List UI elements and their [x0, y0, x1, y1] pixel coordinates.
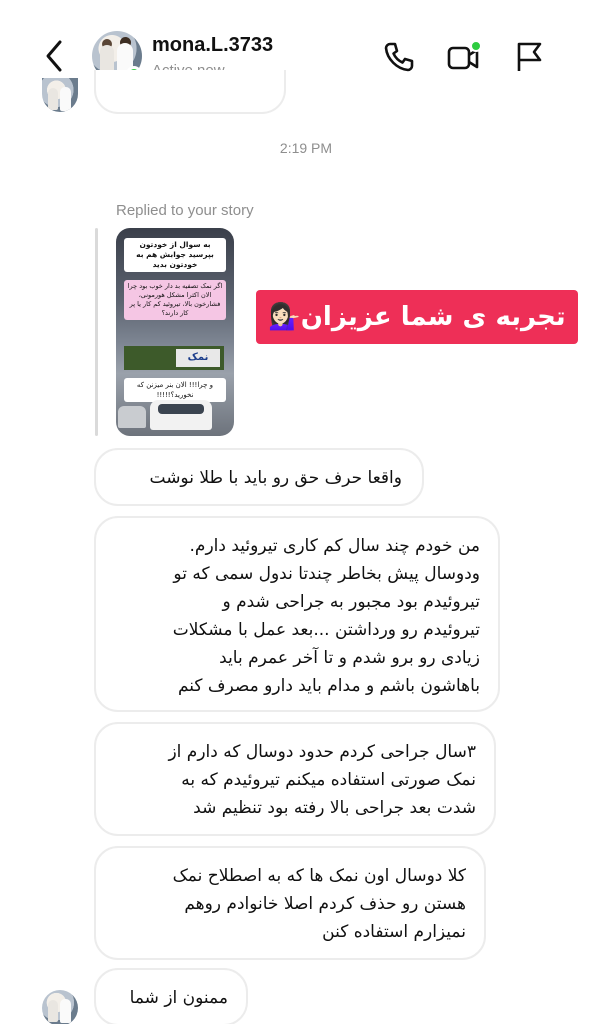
report-button[interactable] — [512, 40, 546, 74]
replied-to-story-label: Replied to your story — [116, 202, 254, 219]
message-bubble[interactable]: ممنون از شما — [94, 968, 248, 1024]
message-bubble[interactable]: ۳سال جراحی کردم حدود دوسال که دارم از نمک صورتی استفاده میکنم تیروئیدم که به شدت بعد جراحی بالا رفته بود تنظیم شد — [94, 722, 496, 836]
reply-indicator-bar — [95, 228, 98, 436]
phone-icon — [382, 40, 416, 74]
story-title-label: تجربه ی شما عزیزان💁🏻‍♀️ — [256, 290, 578, 344]
username[interactable]: mona.L.3733 — [152, 34, 274, 56]
flag-icon — [512, 40, 546, 74]
video-call-icon — [446, 40, 482, 74]
story-caption-middle: اگر نمک تصفیه بد دار خوب بود چرا الان اکثرا مشکل هورمونی، فشارخون بالا، تیروئید کم کار یا پر کار دارند؟ — [124, 280, 226, 320]
chat-header — [0, 0, 612, 96]
story-car-left — [118, 406, 146, 428]
call-button[interactable] — [382, 40, 416, 74]
sender-avatar[interactable] — [42, 990, 78, 1024]
video-call-button[interactable] — [446, 40, 480, 74]
previous-message-bubble[interactable] — [94, 70, 286, 114]
story-thumbnail[interactable] — [116, 228, 234, 436]
back-button[interactable] — [40, 38, 70, 74]
message-timestamp: 2:19 PM — [279, 140, 333, 156]
message-bubble[interactable]: واقعا حرف حق رو باید با طلا نوشت — [94, 448, 424, 506]
story-billboard-text: نمک — [176, 349, 220, 367]
sender-avatar[interactable] — [42, 78, 78, 112]
message-bubble[interactable]: من خودم چند سال کم کاری تیروئید دارم. ودوسال پیش بخاطر چندتا ندول سمی که تو تیروئیدم بود مجبور به جراحی شدم و تیروئیدم رو ورداشتن ...بعد عمل با مشکلات زیادی رو برو شدم و تا آخر عمرم باید باهاشون باشم و مدام باید دارو مصرف کنم — [94, 516, 500, 712]
story-caption-bottom: و چرا!!! الان بنر میزنن که نخورید؟!!!!! — [124, 378, 226, 402]
story-car-window — [158, 404, 204, 414]
message-bubble[interactable]: کلا دوسال اون نمک ها که به اصطلاح نمک هستن رو حذف کردم اصلا خانوادم روهم نمیزارم استفاده کنن — [94, 846, 486, 960]
story-caption-top: به سوال از خودتون بپرسید جوابش هم به خودتون بدید — [124, 238, 226, 272]
chevron-left-icon — [40, 38, 70, 74]
